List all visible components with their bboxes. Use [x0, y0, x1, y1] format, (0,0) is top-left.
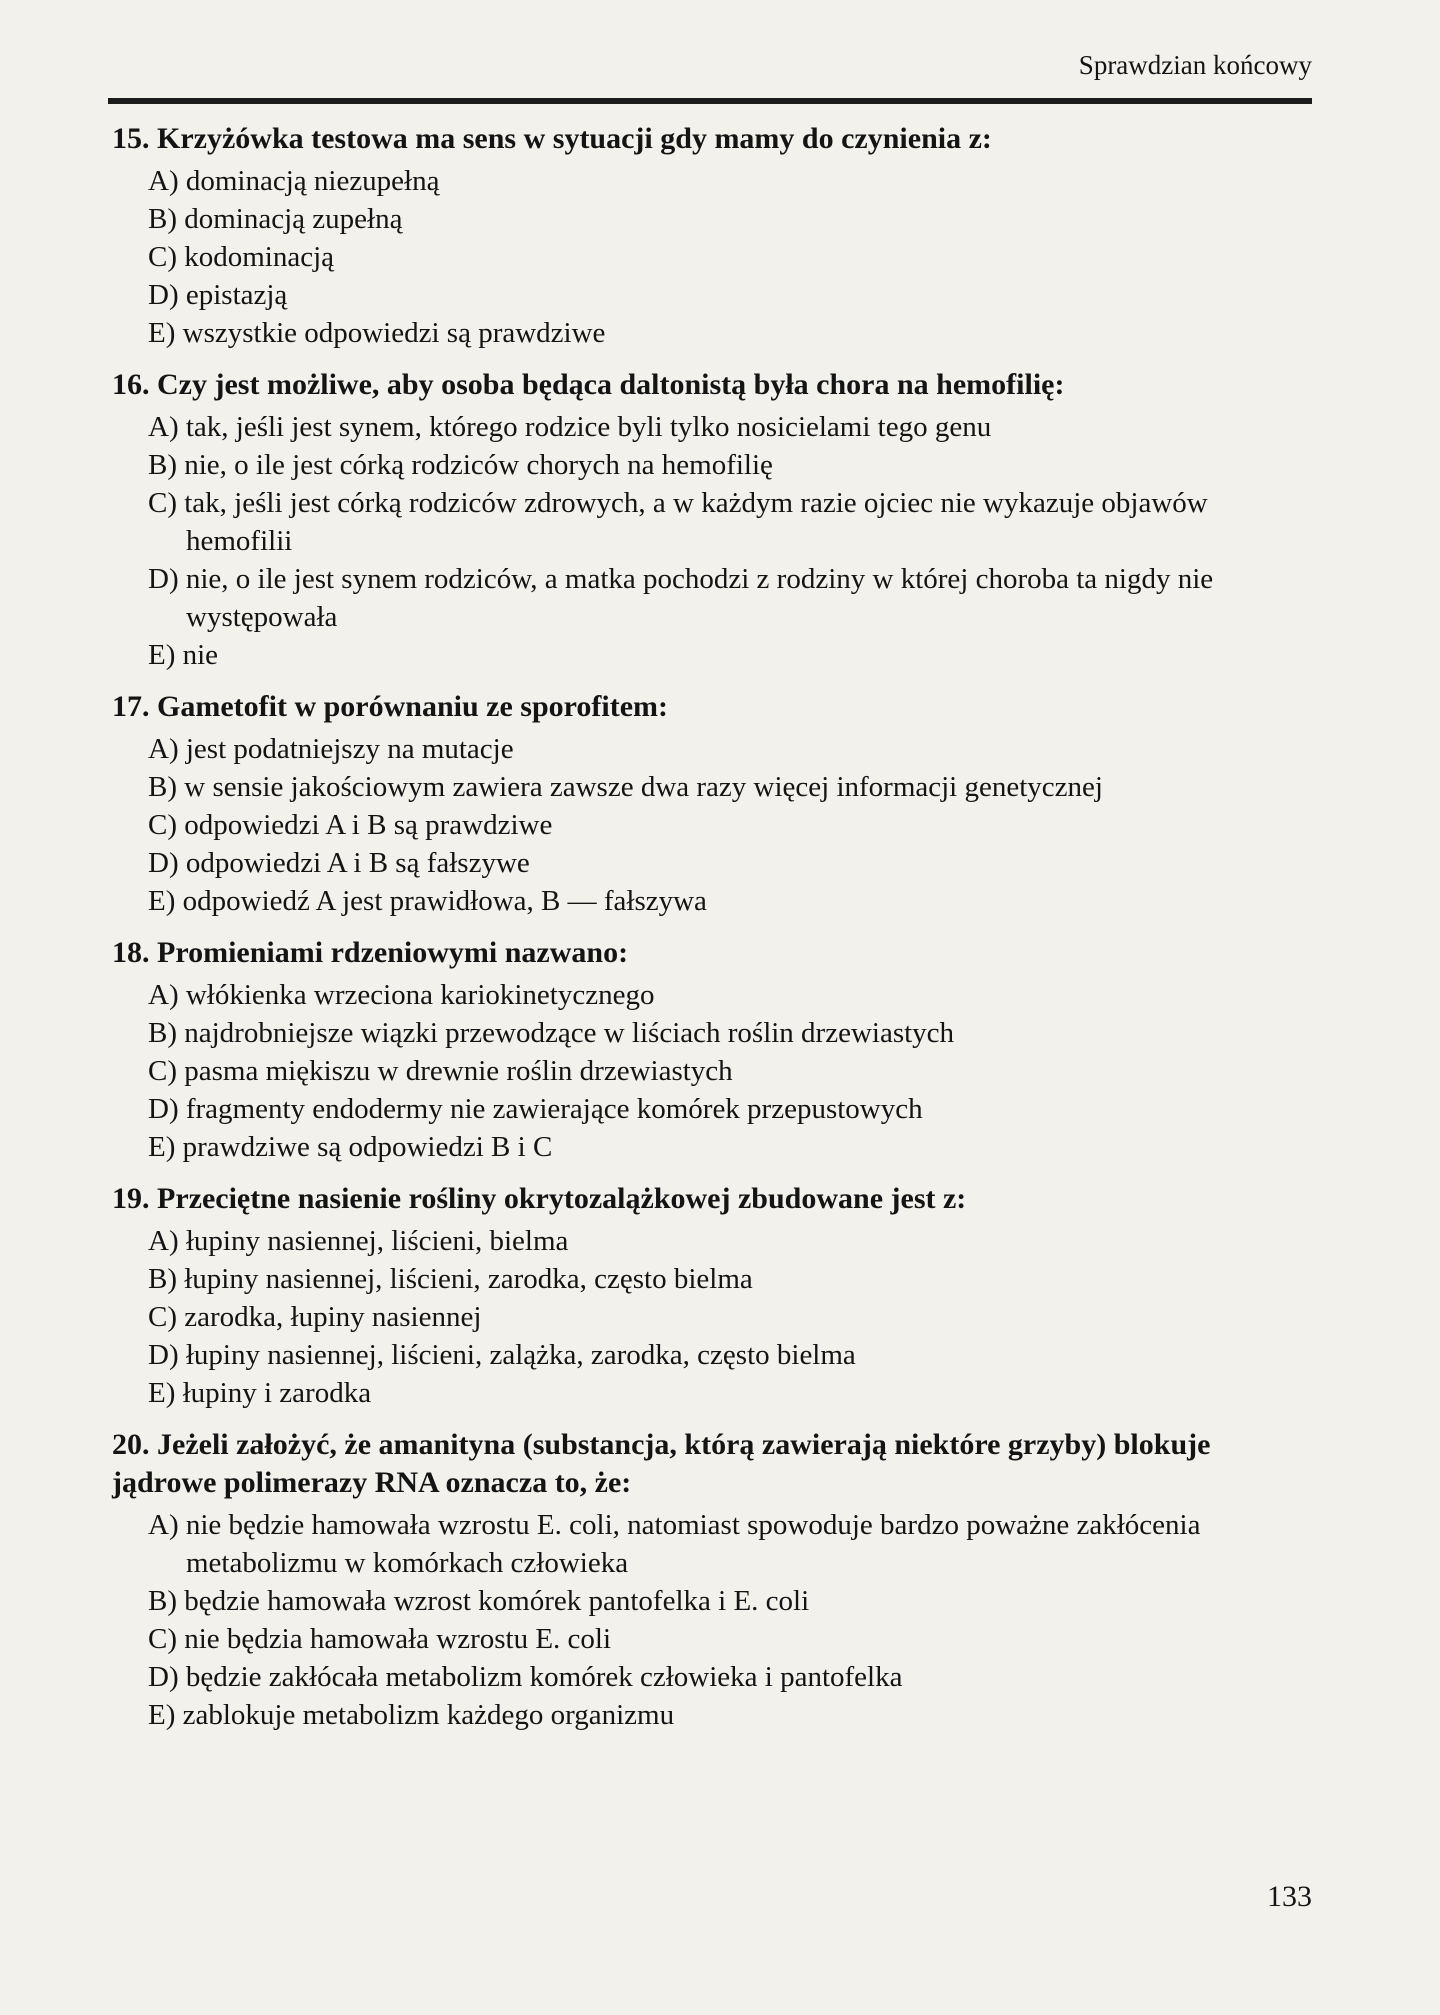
- answer-option: E) łupiny i zarodka: [148, 1377, 372, 1409]
- answer-options: [112, 1506, 1312, 1734]
- question: [112, 1426, 1312, 1734]
- question: [112, 120, 1312, 352]
- answer-option: D) będzie zakłócała metabolizm komórek człowieka i pantofelka: [148, 1661, 903, 1693]
- question: [112, 1180, 1312, 1412]
- answer-options: [112, 1222, 1312, 1412]
- answer-option: C) odpowiedzi A i B są prawdziwe: [148, 809, 553, 841]
- answer-options: [112, 976, 1312, 1166]
- answer-option: B) łupiny nasiennej, liścieni, zarodka, często bielma: [148, 1263, 753, 1295]
- answer-options: [112, 730, 1312, 920]
- answer-option: A) nie będzie hamowała wzrostu E. coli, natomiast spowoduje bardzo poważne zakłócenia metabolizmu w komórkach człowieka: [148, 1509, 1201, 1579]
- question-title: 18. Promieniami rdzeniowymi nazwano:: [112, 936, 629, 969]
- answer-option: B) będzie hamowała wzrost komórek pantofelka i E. coli: [148, 1585, 810, 1617]
- question: [112, 934, 1312, 1166]
- answer-option: C) kodominacją: [148, 241, 335, 273]
- answer-option: D) nie, o ile jest synem rodziców, a matka pochodzi z rodziny w której choroba ta nigdy nie występowała: [148, 563, 1214, 633]
- question-title: 19. Przeciętne nasienie rośliny okrytozalążkowej zbudowane jest z:: [112, 1182, 967, 1215]
- answer-option: D) łupiny nasiennej, liścieni, zalążka, zarodka, często bielma: [148, 1339, 856, 1371]
- question-title: 15. Krzyżówka testowa ma sens w sytuacji gdy mamy do czynienia z:: [112, 122, 992, 155]
- answer-option: B) w sensie jakościowym zawiera zawsze dwa razy więcej informacji genetycznej: [148, 771, 1103, 803]
- answer-option: A) jest podatniejszy na mutacje: [148, 733, 514, 765]
- question: [112, 366, 1312, 674]
- answer-option: E) wszystkie odpowiedzi są prawdziwe: [148, 317, 606, 349]
- running-header: Sprawdzian końcowy: [1078, 50, 1312, 80]
- answer-option: E) nie: [148, 639, 219, 671]
- answer-option: D) odpowiedzi A i B są fałszywe: [148, 847, 530, 879]
- question-title: 20. Jeżeli założyć, że amanityna (substancja, którą zawierają niektóre grzyby) blokuje jądrowe polimerazy RNA oznacza to, że:: [112, 1428, 1211, 1499]
- answer-option: A) dominacją niezupełną: [148, 165, 440, 197]
- answer-option: D) epistazją: [148, 279, 288, 311]
- answer-options: [112, 162, 1312, 352]
- header-rule: [108, 98, 1312, 104]
- questions-list: [112, 120, 1312, 1748]
- answer-option: E) odpowiedź A jest prawidłowa, B — fałszywa: [148, 885, 707, 917]
- answer-option: B) dominacją zupełną: [148, 203, 403, 235]
- question: [112, 688, 1312, 920]
- answer-option: C) pasma miękiszu w drewnie roślin drzewiastych: [148, 1055, 733, 1087]
- answer-option: E) zablokuje metabolizm każdego organizmu: [148, 1699, 675, 1731]
- question-title: 17. Gametofit w porównaniu ze sporofitem:: [112, 690, 669, 723]
- answer-option: D) fragmenty endodermy nie zawierające komórek przepustowych: [148, 1093, 923, 1125]
- answer-option: B) najdrobniejsze wiązki przewodzące w liściach roślin drzewiastych: [148, 1017, 955, 1049]
- answer-option: A) włókienka wrzeciona kariokinetycznego: [148, 979, 655, 1011]
- answer-option: B) nie, o ile jest córką rodziców chorych na hemofilię: [148, 449, 773, 481]
- answer-option: C) tak, jeśli jest córką rodziców zdrowych, a w każdym razie ojciec nie wykazuje objawów hemofilii: [148, 487, 1208, 557]
- answer-option: C) zarodka, łupiny nasiennej: [148, 1301, 482, 1333]
- answer-option: C) nie będzia hamowała wzrostu E. coli: [148, 1623, 612, 1655]
- answer-option: E) prawdziwe są odpowiedzi B i C: [148, 1131, 553, 1163]
- question-title: 16. Czy jest możliwe, aby osoba będąca daltonistą była chora na hemofilię:: [112, 368, 1065, 401]
- page-number: 133: [1267, 1880, 1312, 1913]
- answer-option: A) łupiny nasiennej, liścieni, bielma: [148, 1225, 569, 1257]
- answer-option: A) tak, jeśli jest synem, którego rodzice byli tylko nosicielami tego genu: [148, 411, 992, 443]
- answer-options: [112, 408, 1312, 674]
